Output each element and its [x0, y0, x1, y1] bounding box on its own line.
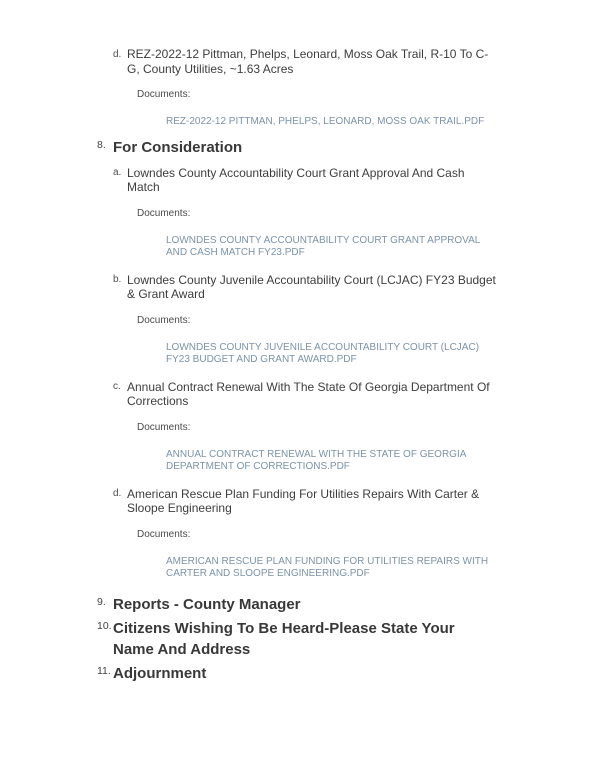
- section-8-for-consideration: [0, 137, 600, 581]
- item-letter-marker: c.: [113, 381, 121, 392]
- agenda-item-8a: [113, 166, 600, 260]
- documents-label: Documents:: [137, 314, 191, 326]
- item-title: Annual Contract Renewal With The State Of Georgia Department Of Corrections: [127, 379, 490, 408]
- section-number-marker: 10.: [97, 620, 112, 632]
- document-links: [166, 235, 501, 260]
- item-letter-marker: d.: [113, 48, 122, 60]
- section-number-marker: 11.: [97, 665, 111, 677]
- section-heading-9-reports: [97, 594, 600, 615]
- item-row: [113, 166, 600, 195]
- item-title: Lowndes County Accountability Court Grant Approval And Cash Match: [127, 165, 465, 194]
- item-letter-marker: b.: [113, 274, 122, 285]
- documents-label: Documents:: [137, 528, 191, 540]
- document-link-pdf[interactable]: ANNUAL CONTRACT RENEWAL WITH THE STATE OF GEORGIA DEPARTMENT OF CORRECTIONS.PDF: [166, 448, 466, 472]
- document-links: [166, 449, 501, 474]
- document-links: [166, 342, 501, 367]
- section-title: Citizens Wishing To Be Heard-Please State Your Name And Address: [113, 619, 455, 658]
- documents-label: Documents:: [137, 89, 191, 100]
- section-title: Adjournment: [113, 664, 207, 682]
- agenda-item-8b: [113, 273, 600, 367]
- section-heading-10-citizens: [97, 618, 600, 660]
- section-title: For Consideration: [113, 138, 243, 156]
- item-row: [113, 380, 600, 409]
- document-link-pdf[interactable]: LOWNDES COUNTY ACCOUNTABILITY COURT GRANT APPROVAL AND CASH MATCH FY23.PDF: [166, 234, 480, 258]
- item-row: [113, 47, 600, 76]
- document-link-pdf[interactable]: REZ-2022-12 PITTMAN, PHELPS, LEONARD, MOSS OAK TRAIL.PDF: [166, 116, 485, 127]
- item-letter-marker: d.: [113, 488, 122, 499]
- section-heading-11-adjournment: [97, 663, 600, 684]
- item-title: American Rescue Plan Funding For Utilities Repairs With Carter & Sloope Engineering: [127, 486, 480, 515]
- document-link-pdf[interactable]: AMERICAN RESCUE PLAN FUNDING FOR UTILITIES REPAIRS WITH CARTER AND SLOOPE ENGINEERING.PDF: [166, 555, 489, 579]
- section-title: Reports - County Manager: [113, 595, 301, 613]
- section-heading: [97, 137, 600, 158]
- item-letter-marker: a.: [113, 167, 122, 178]
- documents-label: Documents:: [137, 207, 191, 219]
- section-number-marker: 8.: [97, 139, 106, 151]
- document-link-pdf[interactable]: LOWNDES COUNTY JUVENILE ACCOUNTABILITY COURT (LCJAC) FY23 BUDGET AND GRANT AWARD.PDF: [166, 341, 480, 365]
- agenda-item-8c: [113, 380, 600, 474]
- item-row: [113, 487, 600, 516]
- document-links: [166, 556, 501, 581]
- item-title: Lowndes County Juvenile Accountability Court (LCJAC) FY23 Budget & Grant Award: [127, 272, 496, 301]
- item-row: [113, 273, 600, 302]
- documents-label: Documents:: [137, 421, 191, 433]
- document-links: [166, 116, 501, 129]
- agenda-item-8d: [113, 487, 600, 581]
- agenda-item-carryover-d: [113, 47, 600, 129]
- section-number-marker: 9.: [97, 596, 106, 608]
- item-title: REZ-2022-12 Pittman, Phelps, Leonard, Moss Oak Trail, R-10 To C-G, County Utilities, ~1.63 Acres: [127, 47, 489, 76]
